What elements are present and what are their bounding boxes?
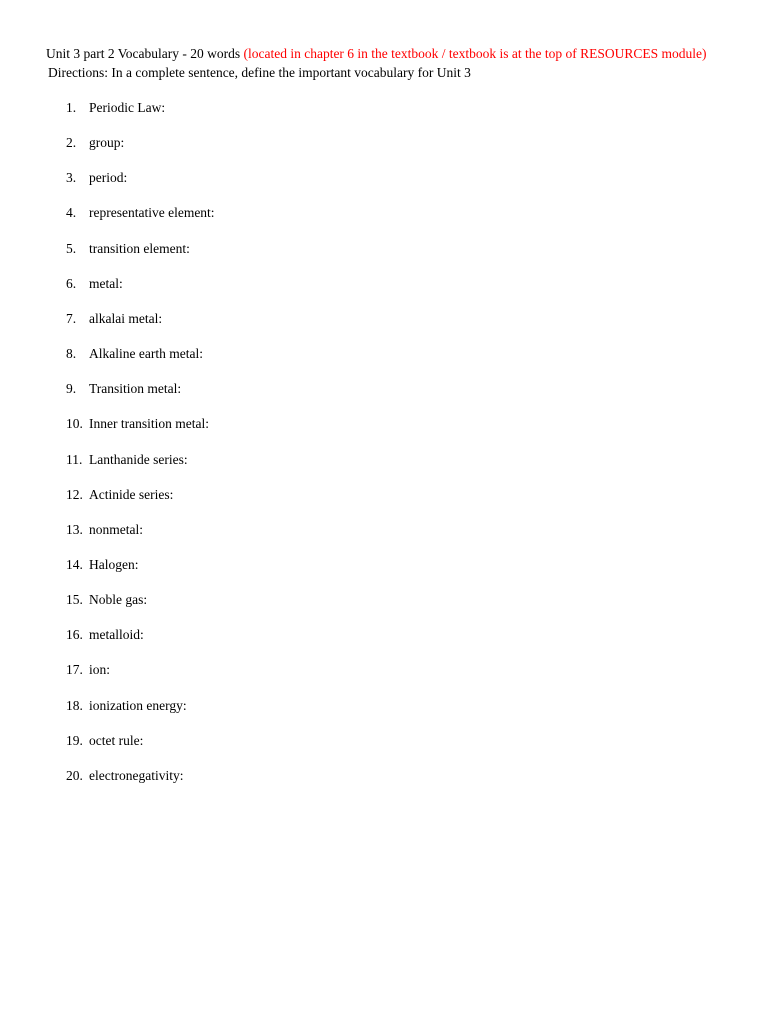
vocabulary-item [66,522,143,538]
item-number: 6. [66,276,77,291]
vocabulary-item [66,276,123,292]
vocabulary-item [66,311,162,327]
vocabulary-term: metalloid: [89,627,144,642]
vocabulary-item [66,241,190,257]
vocabulary-item [66,135,124,151]
vocabulary-item [66,592,147,608]
vocabulary-item [66,170,127,186]
item-number: 4. [66,205,77,220]
item-number: 15. [66,592,83,607]
item-number: 3. [66,170,77,185]
vocabulary-item [66,100,165,116]
directions-text: Directions: In a complete sentence, define the important vocabulary for Unit 3 [48,65,471,80]
chapter-note: (located in chapter 6 in the textbook / textbook is at the top of RESOURCES module) [243,46,707,61]
item-number: 8. [66,346,77,361]
vocabulary-term: Lanthanide series: [89,452,188,467]
vocabulary-term: Noble gas: [89,592,148,607]
item-number: 9. [66,381,77,396]
vocabulary-term: Actinide series: [89,487,174,502]
document-title-line [46,46,707,62]
vocabulary-item [66,768,183,784]
vocabulary-item [66,346,203,362]
vocabulary-item [66,662,110,678]
item-number: 11. [66,452,83,467]
vocabulary-term: metal: [89,276,123,291]
vocabulary-term: nonmetal: [89,522,143,537]
vocabulary-term: ion: [89,662,111,677]
vocabulary-term: ionization energy: [89,698,187,713]
vocabulary-item [66,416,209,432]
document-title: Unit 3 part 2 Vocabulary - 20 words [46,46,241,61]
item-number: 7. [66,311,77,326]
item-number: 16. [66,627,83,642]
vocabulary-item [66,205,215,221]
vocabulary-term: Inner transition metal: [89,416,209,431]
vocabulary-item [66,452,188,468]
vocabulary-term: alkalai metal: [89,311,163,326]
item-number: 17. [66,662,83,677]
vocabulary-term: Transition metal: [89,381,182,396]
item-number: 18. [66,698,83,713]
item-number: 20. [66,768,83,783]
vocabulary-term: Alkaline earth metal: [89,346,203,361]
vocabulary-item [66,733,143,749]
item-number: 2. [66,135,77,150]
item-number: 5. [66,241,77,256]
vocabulary-term: Periodic Law: [89,100,166,115]
vocabulary-term: Halogen: [89,557,139,572]
vocabulary-item [66,557,139,573]
item-number: 10. [66,416,83,431]
vocabulary-item [66,381,181,397]
item-number: 13. [66,522,83,537]
item-number: 14. [66,557,83,572]
vocabulary-term: electronegativity: [89,768,184,783]
vocabulary-item [66,487,173,503]
vocabulary-term: representative element: [89,205,215,220]
item-number: 12. [66,487,83,502]
item-number: 1. [66,100,77,115]
vocabulary-term: octet rule: [89,733,144,748]
vocabulary-term: period: [89,170,128,185]
vocabulary-item [66,698,187,714]
vocabulary-term: group: [89,135,125,150]
vocabulary-term: transition element: [89,241,190,256]
vocabulary-item [66,627,144,643]
item-number: 19. [66,733,83,748]
